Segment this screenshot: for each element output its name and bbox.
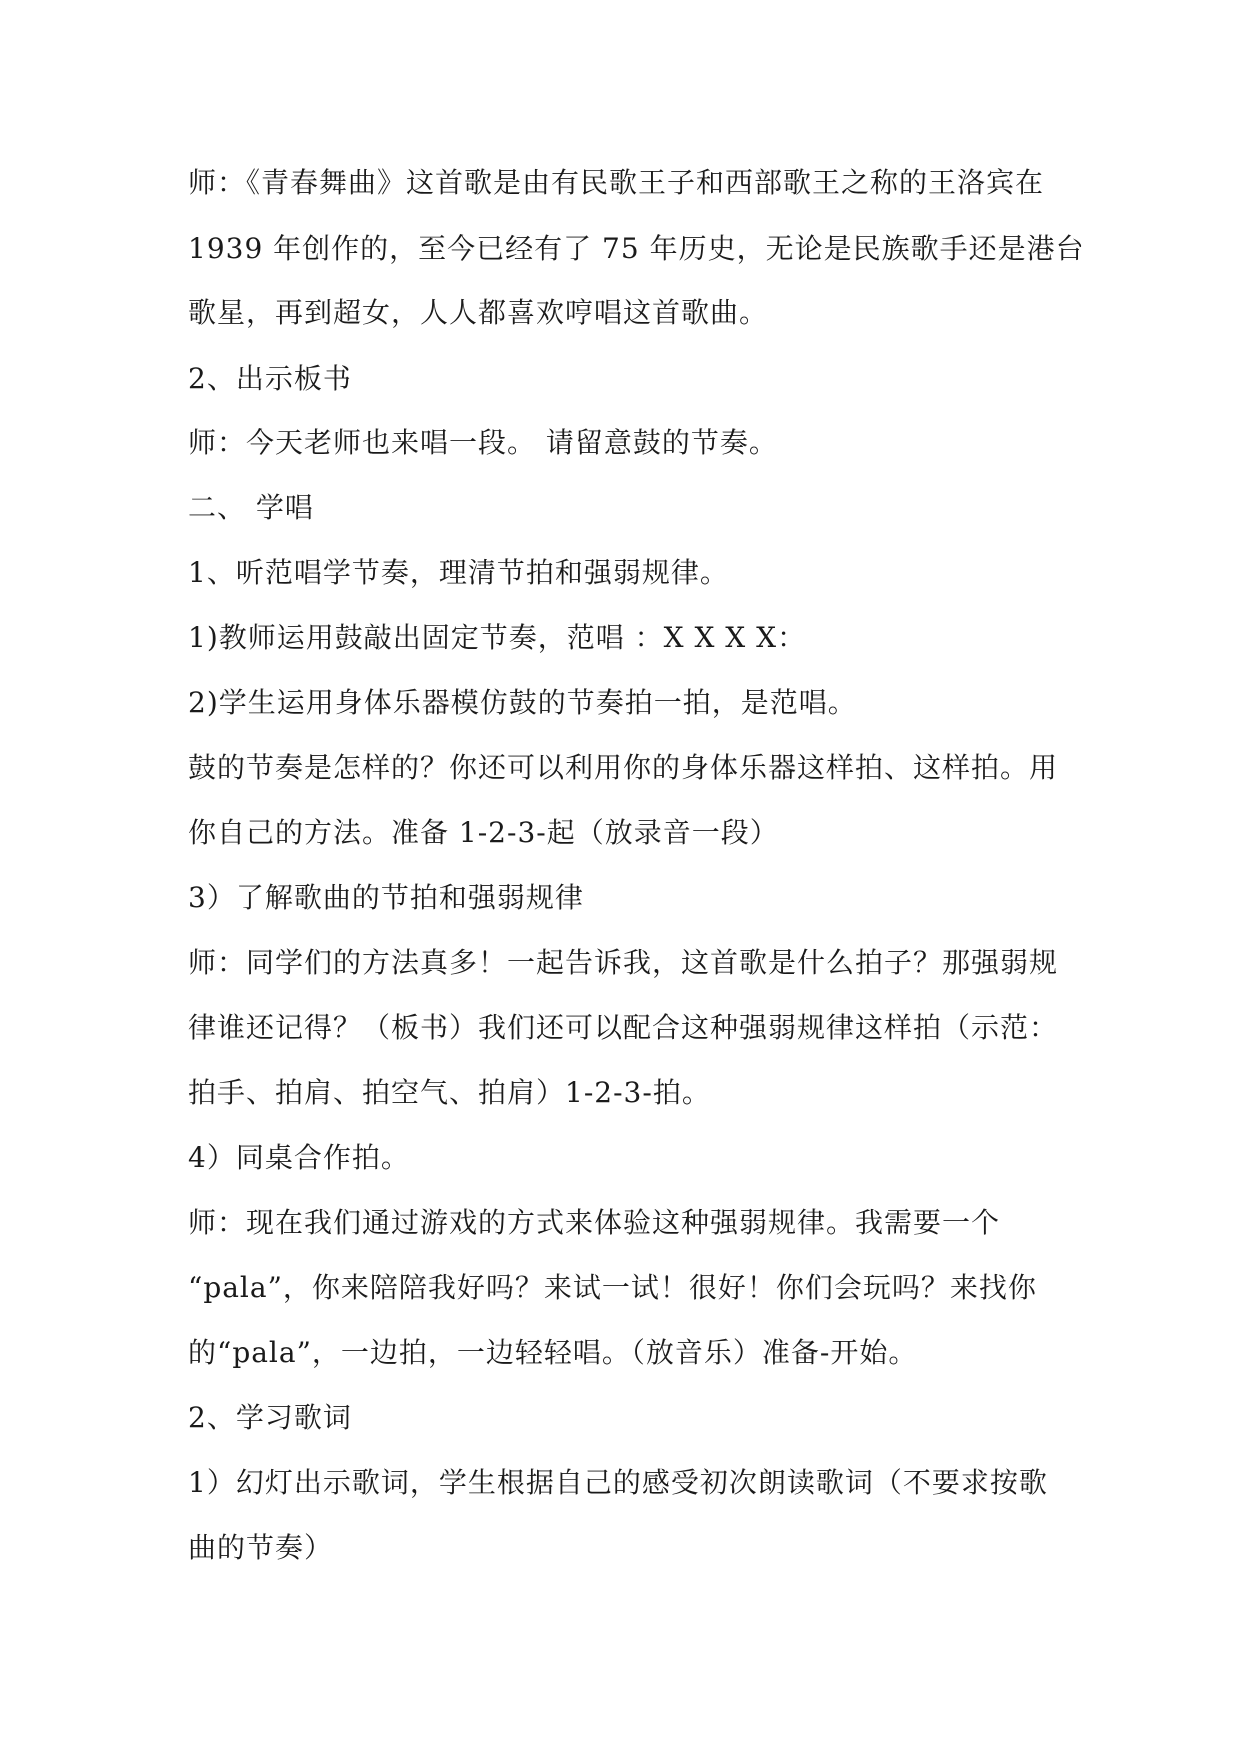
text-line: 师：现在我们通过游戏的方式来体验这种强弱规律。我需要一个 — [188, 1206, 1001, 1239]
text-line: 曲的节奏） — [188, 1531, 334, 1564]
section-heading: 二、 学唱 — [188, 491, 314, 524]
text-line: 2)学生运用身体乐器模仿鼓的节奏拍一拍，是范唱。 — [188, 686, 857, 719]
text-line: 律谁还记得？（板书）我们还可以配合这种强弱规律这样拍（示范： — [188, 1011, 1059, 1044]
text-line: 鼓的节奏是怎样的？你还可以利用你的身体乐器这样拍、这样拍。用 — [188, 751, 1059, 784]
text-line: 1939 年创作的，至今已经有了 75 年历史，无论是民族歌手还是港台 — [188, 232, 1085, 265]
section-heading: 3）了解歌曲的节拍和强弱规律 — [188, 881, 584, 914]
section-heading: 2、出示板书 — [188, 362, 352, 395]
text-line: “pala”，你来陪陪我好吗？来试一试！很好！你们会玩吗？来找你 — [188, 1271, 1037, 1304]
text-line: 你自己的方法。准备 1-2-3-起（放录音一段） — [188, 816, 779, 849]
section-heading: 1、听范唱学节奏，理清节拍和强弱规律。 — [188, 556, 729, 589]
text-line: 1）幻灯出示歌词，学生根据自己的感受初次朗读歌词（不要求按歌 — [188, 1466, 1048, 1499]
text-line: 歌星，再到超女，人人都喜欢哼唱这首歌曲。 — [188, 296, 769, 329]
text-line: 的“pala”，一边拍，一边轻轻唱。（放音乐）准备-开始。 — [188, 1336, 918, 1369]
section-heading: 2、学习歌词 — [188, 1401, 352, 1434]
section-heading: 4）同桌合作拍。 — [188, 1141, 410, 1174]
text-line: 拍手、拍肩、拍空气、拍肩）1-2-3-拍。 — [188, 1076, 711, 1109]
text-line: 1)教师运用鼓敲出固定节奏，范唱 ：X X X X： — [188, 621, 807, 654]
text-line: 师：同学们的方法真多！一起告诉我，这首歌是什么拍子？那强弱规 — [188, 946, 1059, 979]
text-line: 师：今天老师也来唱一段。 请留意鼓的节奏。 — [188, 426, 778, 459]
text-line: 师：《青春舞曲》这首歌是由有民歌王子和西部歌王之称的王洛宾在 — [188, 166, 1045, 199]
